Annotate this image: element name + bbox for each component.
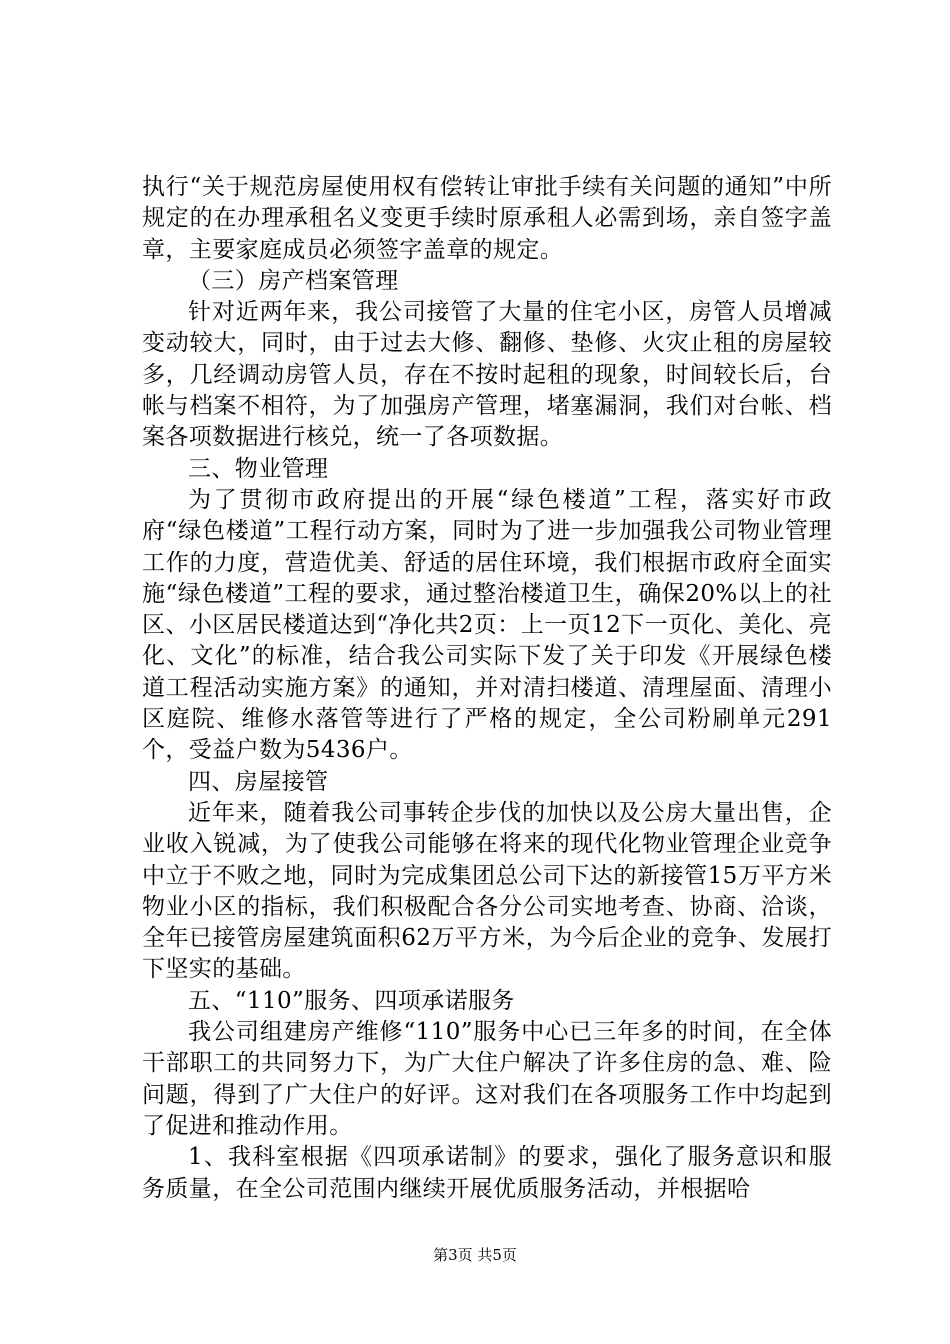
paragraph-continuation: 执行“关于规范房屋使用权有偿转让审批手续有关问题的通知”中所规定的在办理承租名义变更手续时原承租人必需到场，亲自签字盖章，主要家庭成员必须签字盖章的规定。 [142, 174, 832, 263]
section-heading-property-management: 三、物业管理 [188, 455, 329, 482]
page-number-footer: 第3页 共5页 [433, 1246, 517, 1264]
paragraph-110-service: 我公司组建房产维修“110”服务中心已三年多的时间，在全体干部职工的共同努力下，为广大住户解决了许多住房的急、难、险问题，得到了广大住户的好评。这对我们在各项服务工作中均起到了促进和推动作用。 [142, 1019, 832, 1139]
section-heading-house-takeover: 四、房屋接管 [188, 768, 329, 795]
section-heading-110-service: 五、“110”服务、四项承诺服务 [188, 987, 515, 1014]
paragraph-archives: 针对近两年来，我公司接管了大量的住宅小区，房管人员增减变动较大，同时，由于过去大修、翻修、垫修、火灾止租的房屋较多，几经调动房管人员，存在不按时起租的现象，时间较长后，台帐与档案不相符，为了加强房产管理，堵塞漏洞，我们对台帐、档案各项数据进行核兑，统一了各项数据。 [142, 299, 832, 451]
paragraph-four-promises: 1、我科室根据《四项承诺制》的要求，强化了服务意识和服务质量，在全公司范围内继续开展优质服务活动，并根据哈 [142, 1144, 832, 1202]
document-body [142, 172, 832, 1205]
paragraph-green-corridor: 为了贯彻市政府提出的开展“绿色楼道”工程，落实好市政府“绿色楼道”工程行动方案，同时为了进一步加强我公司物业管理工作的力度，营造优美、舒适的居住环境，我们根据市政府全面实施“绿色楼道”工程的要求，通过整治楼道卫生，确保20%以上的社区、小区居民楼道达到“净化共2页：上一页12下一页化、美化、亮化、文化”的标准，结合我公司实际下发了关于印发《开展绿色楼道工程活动实施方案》的通知，并对清扫楼道、清理屋面、清理小区庭院、维修水落管等进行了严格的规定，全公司粉刷单元291个，受益户数为5436户。 [142, 486, 832, 764]
section-heading-archives: （三）房产档案管理 [188, 267, 399, 294]
paragraph-house-takeover: 近年来，随着我公司事转企步伐的加快以及公房大量出售，企业收入锐减，为了使我公司能够在将来的现代化物业管理企业竞争中立于不败之地，同时为完成集团总公司下达的新接管15万平方米物业小区的指标，我们积极配合各分公司实地考查、协商、洽谈，全年已接管房屋建筑面积62万平方米，为今后企业的竞争、发展打下坚实的基础。 [142, 799, 832, 983]
